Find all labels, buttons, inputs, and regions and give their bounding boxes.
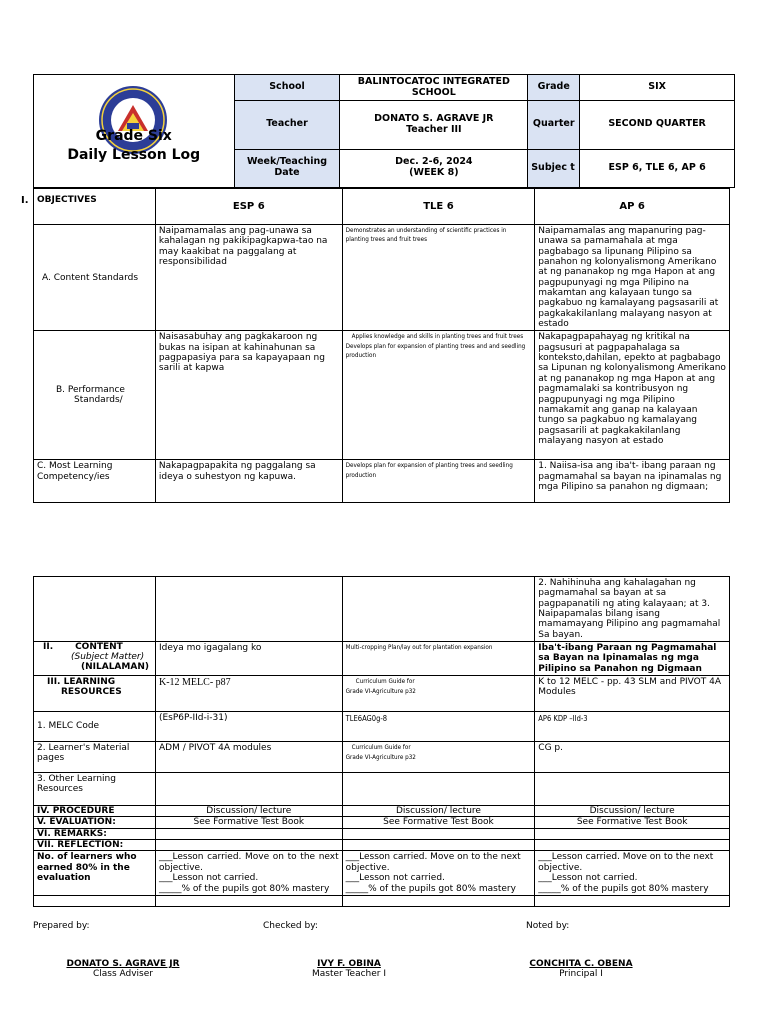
content-standards-label: A. Content Standards xyxy=(34,225,156,331)
content-label-cell xyxy=(34,642,156,676)
learners80-label: No. of learners who earned 80% in the evaluation xyxy=(34,851,156,895)
noted-block xyxy=(506,959,656,979)
grade-label: Grade xyxy=(528,75,580,101)
performance-standards-label xyxy=(34,331,156,460)
noted-role: Principal I xyxy=(559,969,603,979)
evaluation-ap: See Formative Test Book xyxy=(535,817,730,828)
week-label: Week/Teaching Date xyxy=(234,149,340,187)
resources-esp: K-12 MELC- p87 xyxy=(155,676,342,712)
prepared-block xyxy=(48,959,198,979)
content-esp: Ideya mo igagalang ko xyxy=(155,642,342,676)
learners80-esp-3: _____% of the pupils got 80% mastery xyxy=(158,883,330,894)
school-label: School xyxy=(234,75,340,101)
prepared-label: Prepared by: xyxy=(33,921,90,931)
performance-label-line1: B. Performance xyxy=(56,385,125,396)
competencies-label: C. Most Learning Competency/ies xyxy=(34,460,156,503)
performance-label-line2: Standards/ xyxy=(74,395,123,406)
resources-tle-1: Curriculum Guide for xyxy=(355,678,415,686)
title-line2: Daily Lesson Log xyxy=(67,147,201,163)
quarter-value: SECOND QUARTER xyxy=(580,101,735,149)
learners80-tle xyxy=(342,851,535,895)
evaluation-label: V. EVALUATION: xyxy=(34,817,156,828)
reflection-label: VII. REFLECTION: xyxy=(34,840,156,851)
week-value: (WEEK 8) xyxy=(409,167,459,179)
learners80-tle-2: ___Lesson not carried. xyxy=(345,873,445,884)
content-tle: Multi-cropping Plan/lay out for plantation expansion xyxy=(342,642,535,676)
date-value: Dec. 2-6, 2024 xyxy=(395,156,473,168)
title-line1: Grade Six xyxy=(95,128,172,144)
col-tle: TLE 6 xyxy=(342,189,535,225)
learners80-ap-1: ___Lesson carried. Move on to the next objective. xyxy=(538,852,714,873)
competencies-esp: Nakapagpapakita ng paggalang sa ideya o suhestyon ng kapuwa. xyxy=(155,460,342,503)
subject-value: ESP 6, TLE 6, AP 6 xyxy=(580,149,735,187)
section1-roman: I. xyxy=(21,195,29,206)
learners80-ap-3: _____% of the pupils got 80% mastery xyxy=(538,883,709,894)
resources-label xyxy=(34,676,156,712)
teacher-cell xyxy=(340,101,528,149)
checked-label: Checked by: xyxy=(263,921,318,931)
other-resources-label: 3. Other Learning Resources xyxy=(34,773,156,806)
content-standards-esp: Naipamamalas ang pag-unawa sa kahalagan ng pakikipagkapwa-tao na may kaakibat na paggalang at responsibilidad xyxy=(155,225,342,331)
melc-esp: (EsP6P-IId-i-31) xyxy=(155,712,342,742)
lm-tle-2: Grade VI-Agriculture p32 xyxy=(345,753,416,761)
prepared-name: DONATO S. AGRAVE JR xyxy=(66,959,180,969)
evaluation-esp: See Formative Test Book xyxy=(155,817,342,828)
content-ap: Iba't-ibang Paraan ng Pagmamahal sa Bayan na Ipinamalas ng mga Pilipino sa Panahon ng Digmaan xyxy=(535,642,730,676)
col-esp: ESP 6 xyxy=(155,189,342,225)
competencies-ap-cont: 2. Nahihinuha ang kahalagahan ng pagmamahal sa bayan at sa pagpapanatili ng ating kalayaan; at 3. Naipapamalas bilang isang mamamayang Pilipino ang pagmamahal Sa bayan. xyxy=(535,577,730,642)
resources-label-line2: RESOURCES xyxy=(61,687,122,698)
noted-name: CONCHITA C. OBENA xyxy=(529,959,633,969)
checked-block xyxy=(274,959,424,979)
date-cell xyxy=(340,149,528,187)
header-table xyxy=(33,74,735,188)
lm-esp: ADM / PIVOT 4A modules xyxy=(155,742,342,773)
content-roman: II. xyxy=(43,642,54,653)
school-seal-logo xyxy=(98,85,168,155)
teacher-name: DONATO S. AGRAVE JR xyxy=(374,113,494,124)
learners80-esp-1: ___Lesson carried. Move on to the next objective. xyxy=(158,852,339,873)
resources-ap: K to 12 MELC - pp. 43 SLM and PIVOT 4A Modules xyxy=(535,676,730,712)
remarks-label: VI. REMARKS: xyxy=(34,828,156,839)
content-sublabel: (Subject Matter) xyxy=(71,651,145,662)
content-standards-tle: Demonstrates an understanding of scientific practices in planting trees and fruit trees xyxy=(342,225,535,331)
performance-standards-ap: Nakapagpapahayag ng kritikal na pagsusuri at pagpapahalaga sa konteksto,dahilan, epekto at pagbabago sa Lipunan ng kolonyalismong Amerikano at ng pananakop ng mga Hapon at ang pagmamalaki sa kontribusyon ng pagpupunyagi ng mga Pilipino namakamit ang ganap na kalayaan tungo sa pagkabuo ng kamalayang pagsasarili at pagkakakilanlang malayang nasyon at estado xyxy=(535,331,730,460)
performance-standards-esp: Naisasabuhay ang pagkakaroon ng bukas na isipan at kahinahunan sa pagpapasiya para sa kapayapaan ng sarili at kapwa xyxy=(155,331,342,460)
lm-tle xyxy=(342,742,535,773)
procedure-table xyxy=(33,576,730,907)
prepared-role: Class Adviser xyxy=(92,969,153,979)
teacher-label: Teacher xyxy=(234,101,340,149)
content-sublabel2: (NILALAMAN) xyxy=(81,661,149,672)
procedure-esp: Discussion/ lecture xyxy=(155,806,342,817)
competencies-ap: 1. Naiisa-isa ang iba't- ibang paraan ng pagmamahal sa bayan na ipinamalas ng mga Pilipino sa panahon ng digmaan; xyxy=(535,460,730,503)
learners80-ap xyxy=(535,851,730,895)
learners80-tle-1: ___Lesson carried. Move on to the next objective. xyxy=(345,852,521,873)
title-cell xyxy=(34,75,235,188)
competencies-tle: Develops plan for expansion of planting trees and seedling production xyxy=(342,460,535,503)
quarter-label: Quarter xyxy=(528,101,580,149)
col-ap: AP 6 xyxy=(535,189,730,225)
lm-label: 2. Learner's Material pages xyxy=(34,742,156,773)
checked-name: IVY F. OBINA xyxy=(317,959,381,969)
grade-value: SIX xyxy=(580,75,735,101)
subject-label: Subjec t xyxy=(528,149,580,187)
resources-tle xyxy=(342,676,535,712)
learners80-esp-2: ___Lesson not carried. xyxy=(158,873,259,884)
learners80-tle-3: _____% of the pupils got 80% mastery xyxy=(345,883,516,894)
resources-tle-2: Grade VI-Agriculture p32 xyxy=(345,687,416,695)
objectives-label: OBJECTIVES xyxy=(34,189,156,225)
procedure-ap: Discussion/ lecture xyxy=(535,806,730,817)
school-value: BALINTOCATOC INTEGRATED SCHOOL xyxy=(340,75,528,101)
content-standards-ap: Naipamamalas ang mapanuring pag-unawa sa pamamahala at mga pagbabago sa lipunang Pilipino sa panahon ng kolonyalismong Amerikano at ng pananakop ng mga Hapon at ang pagpupunyagi ng mga Pilipino na makamtan ang kalayaan tungo sa pagkabuo ng kamalayang pagsasarili at pagkakakilanlang malayang nasyon at estado xyxy=(535,225,730,331)
evaluation-tle: See Formative Test Book xyxy=(342,817,535,828)
performance-standards-tle xyxy=(342,331,535,460)
checked-role: Master Teacher I xyxy=(311,969,387,979)
melc-tle: TLE6AG0g-8 xyxy=(342,712,535,742)
performance-tle-1: Applies knowledge and skills in planting trees and fruit trees xyxy=(351,333,524,341)
procedure-label: IV. PROCEDURE xyxy=(34,806,156,817)
melc-label: 1. MELC Code xyxy=(34,712,156,742)
melc-ap: AP6 KDP –IId-3 xyxy=(535,712,730,742)
noted-label: Noted by: xyxy=(526,921,570,931)
procedure-tle: Discussion/ lecture xyxy=(342,806,535,817)
performance-tle-2: Develops plan for expansion of planting trees and and seedling production xyxy=(345,342,526,360)
learners80-esp xyxy=(155,851,342,895)
lm-ap: CG p. xyxy=(535,742,730,773)
content-label: CONTENT xyxy=(75,642,123,653)
objectives-table xyxy=(33,188,730,503)
resources-label-line1: III. LEARNING xyxy=(47,677,116,688)
lm-tle-1: Curriculum Guide for xyxy=(351,744,411,752)
learners80-ap-2: ___Lesson not carried. xyxy=(538,873,638,884)
teacher-title: Teacher III xyxy=(406,123,462,135)
